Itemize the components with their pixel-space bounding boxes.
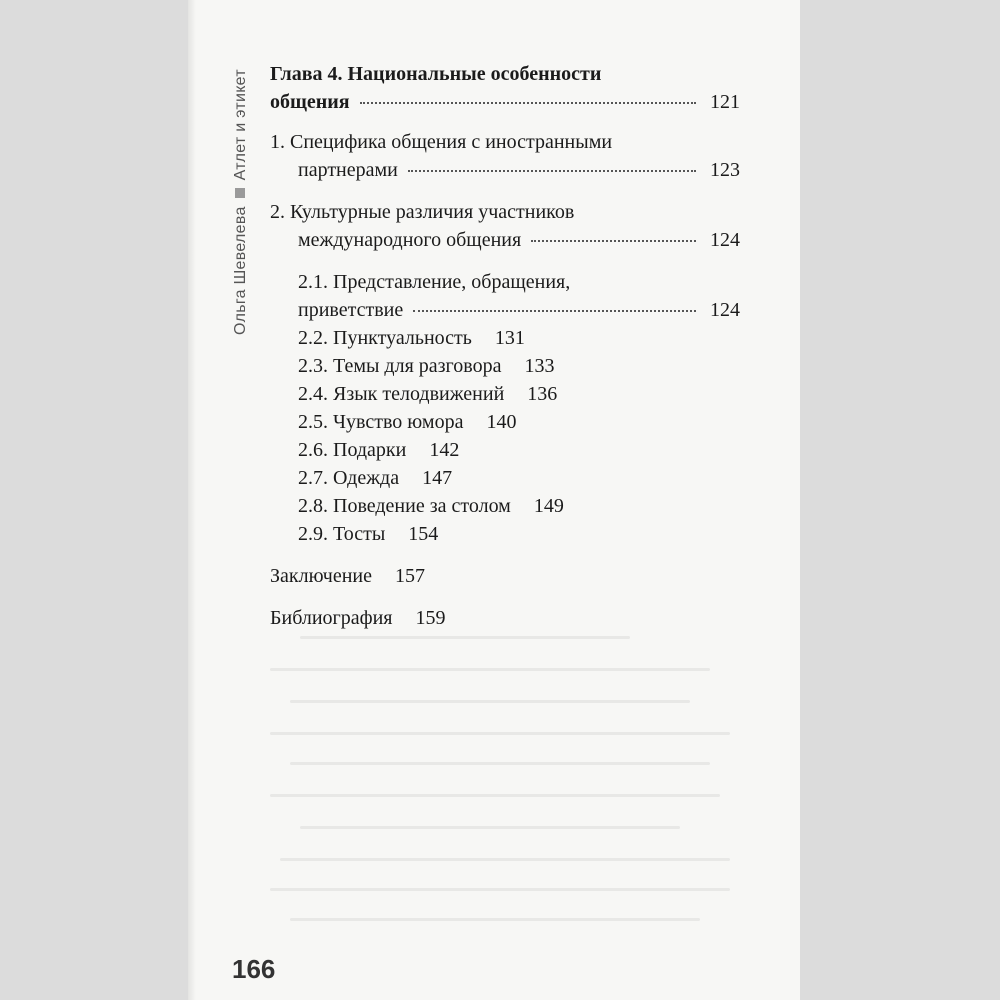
bleed-through-line [290,762,710,765]
toc-section-line2: международного общения [298,229,522,251]
dot-leader [413,310,696,312]
toc-section-line1: 1. Специфика общения с иностранными [270,131,613,153]
bleed-through-line [270,732,730,735]
toc-chapter-title-line2: общения [270,91,350,113]
toc-subsection-label: 2.3. Темы для разговора [298,355,502,377]
toc-subsection-label: 2.7. Одежда [298,467,400,489]
toc-conclusion [270,562,740,590]
toc-page-number: 121 [710,91,740,113]
toc-page-number: 154 [408,523,439,545]
toc-page-number: 157 [395,565,425,587]
toc-page-number: 124 [710,229,740,251]
toc-page-number: 159 [415,607,446,629]
toc-section-2 [270,198,740,254]
toc-subsection-2-7 [298,464,740,492]
toc-page-number: 124 [710,299,740,321]
toc-subsection-label: 2.5. Чувство юмора [298,411,464,433]
toc-chapter-4 [270,60,740,116]
toc-subsection-2-6 [298,436,740,464]
toc-section-line2: партнерами [298,159,398,181]
bleed-through-line [280,858,730,861]
toc-subsection-2-4 [298,380,740,408]
bleed-through-line [290,918,700,921]
page-number: 166 [232,954,276,984]
running-header [232,69,250,335]
toc-subsection-label: 2.2. Пунктуальность [298,327,472,349]
toc-chapter-row [270,88,740,116]
page-gutter-shadow [188,0,196,1000]
toc-subsection-2-1 [298,268,740,324]
toc-subsection-row [298,296,740,324]
toc-page-number: 136 [527,383,558,405]
toc-section-row [270,226,740,254]
toc-page-number: 147 [422,467,453,489]
toc-page-number: 133 [524,355,555,377]
toc-subsection-label: 2.4. Язык телодвижений [298,383,505,405]
toc-subsection-line1: 2.1. Представление, обращения, [298,271,571,293]
toc-page-number: 131 [494,327,525,349]
bleed-through-line [270,794,720,797]
toc-subsection-2-3 [298,352,740,380]
bleed-through-line [300,826,680,829]
toc-page-number: 123 [710,159,740,181]
header-separator-square [235,188,245,198]
toc-subsection-label: 2.9. Тосты [298,523,386,545]
toc-conclusion-label: Заключение [270,565,372,587]
toc-page-number: 149 [533,495,564,517]
toc-subsection-label: 2.6. Подарки [298,439,407,461]
table-of-contents [270,60,740,632]
dot-leader [408,170,696,172]
bleed-through-line [270,668,710,671]
bleed-through-line [300,636,630,639]
toc-page-number: 140 [486,411,517,433]
toc-section-row [270,156,740,184]
toc-subsection-2-5 [298,408,740,436]
toc-section-1 [270,128,740,184]
toc-bibliography-label: Библиография [270,607,393,629]
toc-subsection-2-2 [298,324,740,352]
dot-leader [531,240,696,242]
toc-subsection-2-8 [298,492,740,520]
toc-subsection-2-9 [298,520,740,548]
bleed-through-line [270,888,730,891]
bleed-through-line [290,700,690,703]
toc-bibliography [270,604,740,632]
running-header-title: Атлет и этикет [232,69,249,181]
toc-chapter-title-line1: Глава 4. Национальные особенности [270,63,602,85]
running-header-author: Ольга Шевелева [232,206,249,335]
toc-subsection-line2: приветствие [298,299,404,321]
toc-section-line1: 2. Культурные различия участников [270,201,575,223]
dot-leader [360,102,696,104]
toc-subsections [270,268,740,548]
toc-page-number: 142 [429,439,460,461]
toc-subsection-label: 2.8. Поведение за столом [298,495,511,517]
